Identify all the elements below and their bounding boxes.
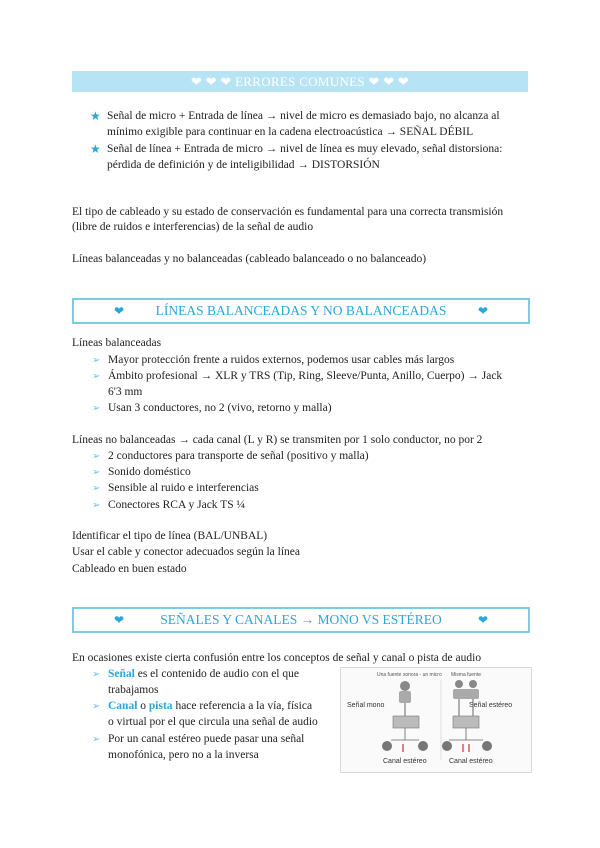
heart-icon: ❤ bbox=[477, 304, 488, 318]
arrow-icon: ➢ bbox=[92, 669, 101, 680]
balanced-item-3: Usan 3 conductores, no 2 (vivo, retorno y malla) bbox=[108, 402, 332, 414]
speaker-icon bbox=[418, 741, 428, 751]
arrow-icon: ➢ bbox=[92, 467, 101, 478]
checklist-item-2: Usar el cable y conector adecuados según la línea bbox=[72, 546, 300, 558]
unbalanced-item-2: Sonido doméstico bbox=[108, 466, 191, 478]
signal-item-2-cont: o virtual por el que circula una señal de audio bbox=[108, 716, 318, 728]
errores-comunes-banner: ❤ ❤ ❤ ERRORES COMUNES ❤ ❤ ❤ bbox=[72, 71, 528, 92]
balanced-item-2: Ámbito profesional → XLR y TRS (Tip, Ring, Sleeve/Punta, Anillo, Cuerpo) → Jack bbox=[108, 370, 503, 382]
signal-mono-label: Señal mono bbox=[347, 702, 385, 709]
balanced-lines-heading bbox=[72, 298, 530, 324]
mono-stereo-diagram bbox=[341, 668, 531, 772]
signals-channels-heading bbox=[72, 607, 530, 633]
figure-caption-right: Misma fuente bbox=[451, 672, 482, 678]
checklist-item-3: Cableado en buen estado bbox=[72, 563, 187, 575]
cabling-paragraph-line2: (libre de ruidos e interferencias) de la señal de audio bbox=[72, 221, 314, 233]
singer-icon bbox=[455, 680, 463, 688]
checklist-item-1: Identificar el tipo de línea (BAL/UNBAL) bbox=[72, 530, 268, 542]
speaker-icon bbox=[382, 741, 392, 751]
star-icon: ★ bbox=[90, 142, 101, 156]
lines-paragraph: Líneas balanceadas y no balanceadas (cableado balanceado o no balanceado) bbox=[72, 253, 427, 265]
unbalanced-item-4: Conectores RCA y Jack TS ¼ bbox=[108, 499, 246, 511]
error-item-1-line2: mínimo exigible para continuar en la cadena electroacústica → SEÑAL DÉBIL bbox=[107, 126, 474, 138]
balanced-lines-title: LÍNEAS BALANCEADAS Y NO BALANCEADAS bbox=[155, 303, 447, 318]
error-item-2-line2: pérdida de definición y de inteligibilidad → DISTORSIÓN bbox=[107, 159, 380, 171]
signal-item-2 bbox=[108, 699, 338, 714]
signal-item-1-cont: trabajamos bbox=[108, 684, 159, 696]
mixer-icon bbox=[393, 716, 419, 728]
signal-item-3: Por un canal estéreo puede pasar una señal bbox=[108, 733, 305, 745]
unbalanced-item-1: 2 conductores para transporte de señal (positivo y malla) bbox=[108, 450, 369, 462]
signals-intro: En ocasiones existe cierta confusión entre los conceptos de señal y canal o pista de audio bbox=[72, 652, 482, 664]
arrow-icon: ➢ bbox=[92, 451, 101, 462]
channel-stereo-label-2: Canal estéreo bbox=[449, 758, 493, 765]
heart-icon: ❤ bbox=[477, 613, 488, 627]
arrow-icon: ➢ bbox=[92, 371, 101, 382]
signal-stereo-label: Señal estéreo bbox=[469, 702, 513, 709]
mono-stereo-figure bbox=[340, 667, 532, 773]
signal-term: Señal bbox=[108, 668, 135, 680]
channel-term: Canal bbox=[108, 700, 138, 712]
heart-icon: ❤ bbox=[114, 613, 125, 627]
signal-item-1 bbox=[108, 667, 338, 682]
unbalanced-item-3: Sensible al ruido e interferencias bbox=[108, 482, 259, 494]
error-item-2-line1: Señal de línea + Entrada de micro → nivel de línea es muy elevado, señal distorsiona: bbox=[107, 143, 503, 155]
balanced-item-1: Mayor protección frente a ruidos externos, podemos usar cables más largos bbox=[108, 354, 455, 366]
balanced-title: Líneas balanceadas bbox=[72, 337, 162, 349]
channel-def-1: hace referencia a la vía, física bbox=[172, 700, 313, 712]
mixer-icon bbox=[453, 716, 479, 728]
star-icon: ★ bbox=[90, 109, 101, 123]
signal-def-1: es el contenido de audio con el que bbox=[134, 668, 299, 680]
track-term: pista bbox=[148, 700, 173, 712]
channel-stereo-label-1: Canal estéreo bbox=[383, 758, 427, 765]
singer-icon bbox=[400, 681, 410, 691]
channel-or: o bbox=[137, 700, 149, 712]
error-item-1-line1: Señal de micro + Entrada de línea → nivel de micro es demasiado bajo, no alcanza al bbox=[107, 110, 500, 122]
cabling-paragraph-line1: El tipo de cableado y su estado de conservación es fundamental para una correcta transmisión bbox=[72, 206, 504, 218]
balanced-item-2-cont: 6'3 mm bbox=[108, 386, 143, 398]
heart-icon: ❤ bbox=[114, 304, 125, 318]
speaker-icon bbox=[442, 741, 452, 751]
arrow-icon: ➢ bbox=[92, 734, 101, 745]
signals-channels-title: SEÑALES Y CANALES → MONO VS ESTÉREO bbox=[160, 612, 442, 627]
figure-caption-left: Una fuente sonora - un micro bbox=[377, 672, 442, 678]
unbalanced-title: Líneas no balanceadas → cada canal (L y R) se transmiten por 1 solo conductor, no por 2 bbox=[72, 434, 483, 446]
signal-item-3-cont: monofónica, pero no a la inversa bbox=[108, 749, 259, 761]
arrow-icon: ➢ bbox=[92, 403, 101, 414]
speaker-icon bbox=[482, 741, 492, 751]
arrow-icon: ➢ bbox=[92, 500, 101, 511]
arrow-icon: ➢ bbox=[92, 355, 101, 366]
arrow-icon: ➢ bbox=[92, 483, 101, 494]
arrow-icon: ➢ bbox=[92, 701, 101, 712]
singer-icon bbox=[469, 680, 477, 688]
